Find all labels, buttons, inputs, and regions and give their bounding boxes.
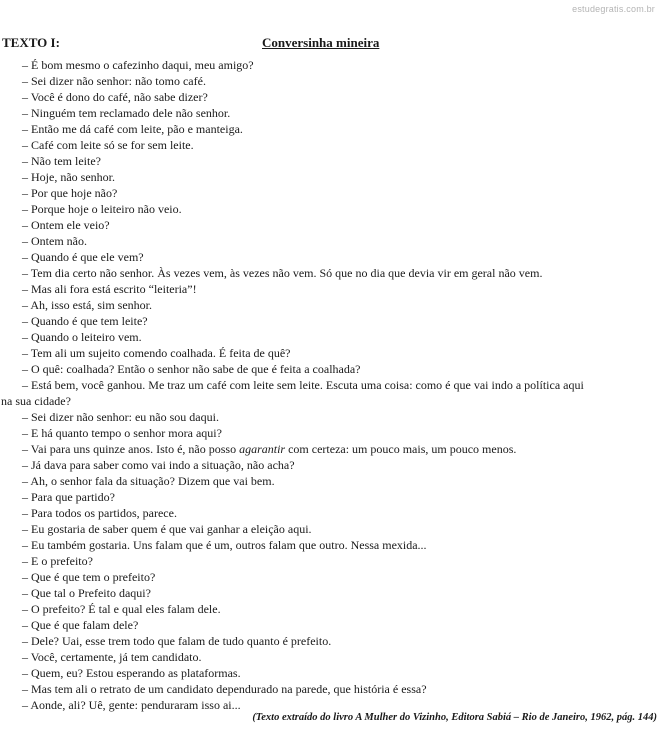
dialogue-list bbox=[1, 57, 658, 713]
emphasized-word: agarantir bbox=[239, 442, 286, 456]
dialogue-line: – O prefeito? É tal e qual eles falam dele. bbox=[22, 602, 221, 616]
source-citation: (Texto extraído do livro A Mulher do Vizinho, Editora Sabiá – Rio de Janeiro, 1962, pág. 144) bbox=[252, 712, 657, 723]
dialogue-line: – Eu também gostaria. Uns falam que é um, outros falam que outro. Nessa mexida... bbox=[22, 538, 427, 552]
dialogue-line: – Eu gostaria de saber quem é que vai ganhar a eleição aqui. bbox=[22, 522, 312, 536]
dialogue-line: – Mas tem ali o retrato de um candidato dependurado na parede, que história é essa? bbox=[22, 682, 427, 696]
dialogue-line: – Por que hoje não? bbox=[22, 186, 118, 200]
dialogue-line: – Ontem não. bbox=[22, 234, 87, 248]
dialogue-line: – E o prefeito? bbox=[22, 554, 93, 568]
dialogue-line: – O quê: coalhada? Então o senhor não sabe de que é feita a coalhada? bbox=[22, 362, 361, 376]
dialogue-line: – Que tal o Prefeito daqui? bbox=[22, 586, 151, 600]
dialogue-line: – Mas ali fora está escrito “leiteria”! bbox=[22, 282, 197, 296]
dialogue-line: – Ah, isso está, sim senhor. bbox=[22, 298, 153, 312]
dialogue-line: – Para todos os partidos, parece. bbox=[22, 506, 177, 520]
text-title: Conversinha mineira bbox=[262, 35, 380, 50]
dialogue-line: – Já dava para saber como vai indo a situação, não acha? bbox=[22, 458, 295, 472]
dialogue-line: – Que é que falam dele? bbox=[22, 618, 139, 632]
dialogue-line: – Ninguém tem reclamado dele não senhor. bbox=[22, 106, 231, 120]
dialogue-line: – Porque hoje o leiteiro não veio. bbox=[22, 202, 182, 216]
line-text-after: com certeza: um pouco mais, um pouco menos. bbox=[288, 442, 517, 456]
dialogue-line: – Para que partido? bbox=[22, 490, 115, 504]
dialogue-line-part-2: na sua cidade? bbox=[1, 394, 71, 408]
dialogue-line: – Quem, eu? Estou esperando as plataformas. bbox=[22, 666, 241, 680]
dialogue-line-part-1: – Está bem, você ganhou. Me traz um café com leite sem leite. Escuta uma coisa: como é que vai indo a política aqui bbox=[22, 378, 584, 392]
dialogue-line: – Aonde, ali? Uê, gente: penduraram isso ai... bbox=[22, 698, 241, 712]
dialogue-line: – Quando o leiteiro vem. bbox=[22, 330, 142, 344]
dialogue-line: – Você é dono do café, não sabe dizer? bbox=[22, 90, 208, 104]
dialogue-line: – Ah, o senhor fala da situação? Dizem que vai bem. bbox=[22, 474, 275, 488]
dialogue-line: – É bom mesmo o cafezinho daqui, meu amigo? bbox=[22, 58, 254, 72]
dialogue-line: – Sei dizer não senhor: eu não sou daqui. bbox=[22, 410, 219, 424]
dialogue-line: – Sei dizer não senhor: não tomo café. bbox=[22, 74, 206, 88]
line-text-before: – Vai para uns quinze anos. Isto é, não posso bbox=[22, 442, 237, 456]
dialogue-line: – E há quanto tempo o senhor mora aqui? bbox=[22, 426, 222, 440]
dialogue-line: – Tem dia certo não senhor. Às vezes vem, às vezes não vem. Só que no dia que devia vir em geral não vem. bbox=[22, 266, 543, 280]
text-header bbox=[2, 35, 657, 51]
dialogue-line-wrapped bbox=[1, 377, 658, 409]
text-label: TEXTO I: bbox=[2, 35, 60, 50]
dialogue-line: – Que é que tem o prefeito? bbox=[22, 570, 156, 584]
dialogue-line: – Então me dá café com leite, pão e manteiga. bbox=[22, 122, 243, 136]
dialogue-line: – Dele? Uai, esse trem todo que falam de tudo quanto é prefeito. bbox=[22, 634, 332, 648]
dialogue-line: – Ontem ele veio? bbox=[22, 218, 110, 232]
dialogue-line-with-emphasis bbox=[22, 441, 658, 457]
dialogue-line: – Você, certamente, já tem candidato. bbox=[22, 650, 202, 664]
dialogue-line: – Hoje, não senhor. bbox=[22, 170, 115, 184]
dialogue-line: – Não tem leite? bbox=[22, 154, 101, 168]
dialogue-line: – Quando é que ele vem? bbox=[22, 250, 144, 264]
site-watermark: estudegratis.com.br bbox=[572, 4, 655, 14]
dialogue-line: – Quando é que tem leite? bbox=[22, 314, 148, 328]
dialogue-line: – Tem ali um sujeito comendo coalhada. É feita de quê? bbox=[22, 346, 291, 360]
dialogue-line: – Café com leite só se for sem leite. bbox=[22, 138, 194, 152]
